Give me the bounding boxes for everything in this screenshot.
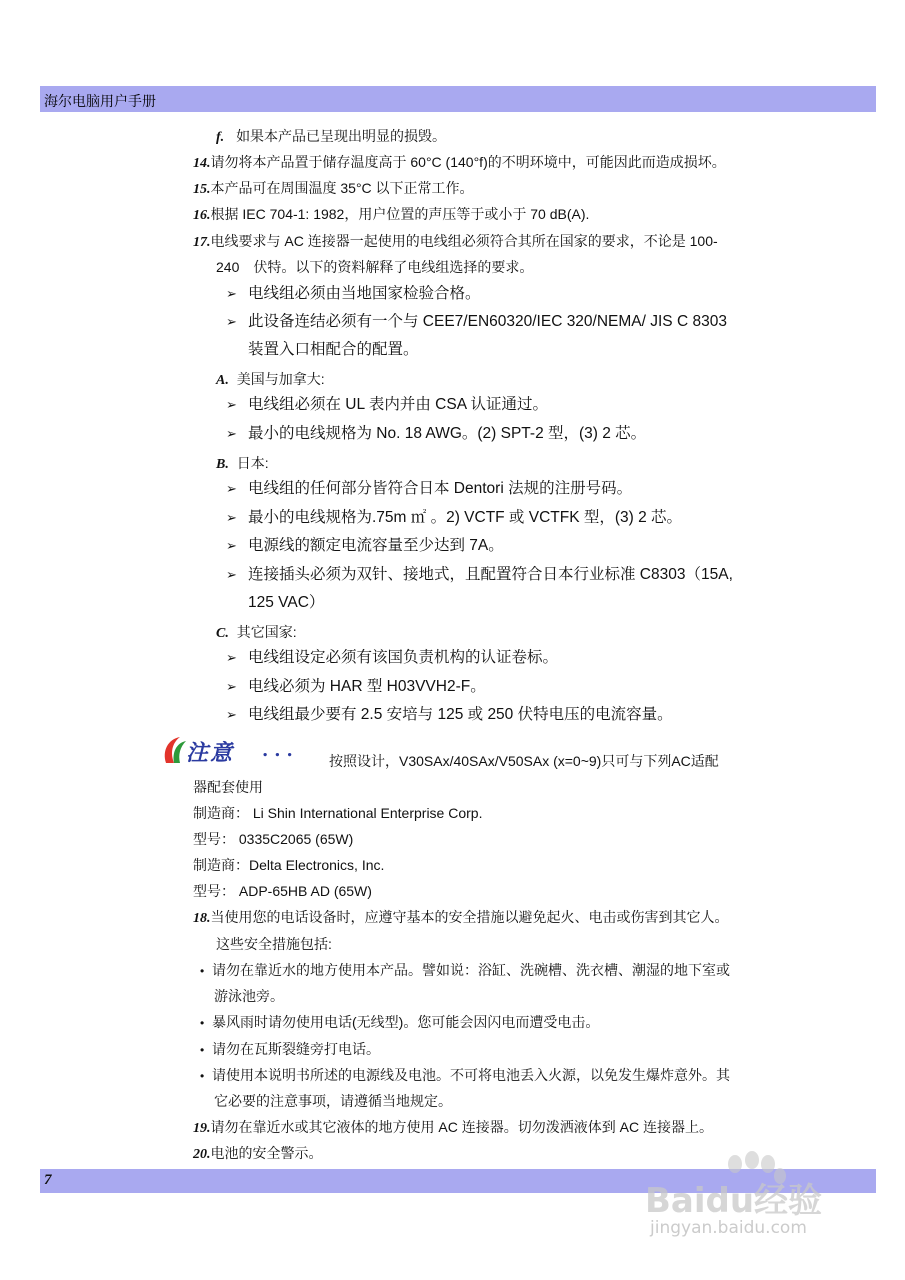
arrow-bullet-icon: ➢: [226, 314, 237, 329]
section-c-title-text: 其它国家:: [236, 624, 297, 640]
item-17-text-line1: 电线要求与 AC 连接器一起使用的电线组必须符合其所在国家的要求，不论是 100-: [210, 233, 718, 249]
bullet-text: 最小的电线规格为.75m ㎡ 。2) VCTF 或 VCTFK 型，(3) 2 芯。: [248, 509, 683, 526]
bullet-text: 此设备连结必须有一个与 CEE7/EN60320/IEC 320/NEMA/ JIS C 8303: [248, 313, 727, 330]
section-b-bullet-2: [226, 509, 682, 527]
item-16-num: 16.: [193, 208, 211, 223]
item-19-text: 请勿在靠近水或其它液体的地方使用 AC 连接器。切勿泼洒液体到 AC 连接器上。: [210, 1119, 713, 1135]
note-logo-text: 注意: [186, 740, 235, 766]
section-a-bullet-2: [226, 425, 646, 443]
item-19: [193, 1118, 713, 1138]
page-number: 7: [44, 1172, 52, 1188]
section-b-label: B.: [216, 457, 229, 472]
bullet-text: 暴风雨时请勿使用电话(无线型)。您可能会因闪电而遭受电击。: [212, 1014, 600, 1030]
bullet-text: 电线组必须在 UL 表内并由 CSA 认证通过。: [248, 396, 548, 413]
note-text-line2: 器配套使用: [193, 779, 263, 795]
item-15-num: 15.: [193, 182, 211, 197]
note-manufacturer-1: 制造商： Li Shin International Enterprise Corp.: [193, 805, 483, 821]
bullet-text: 装置入口相配合的配置。: [248, 341, 419, 358]
item-20-text: 电池的安全警示。: [210, 1145, 323, 1161]
arrow-bullet-icon: ➢: [226, 650, 237, 665]
item-18-bullet-4: [200, 1066, 730, 1085]
section-c-label: C.: [216, 626, 229, 641]
item-14: [193, 153, 726, 173]
bullet-text: 请勿在靠近水的地方使用本产品。譬如说：浴缸、洗碗槽、洗衣槽、潮湿的地下室或: [212, 962, 730, 978]
arrow-bullet-icon: ➢: [226, 707, 237, 722]
item-14-text: 请勿将本产品置于储存温度高于 60°C (140°f)的不明环境中，可能因此而造成损坏。: [210, 154, 726, 170]
section-b-bullet-1: [226, 480, 632, 498]
arrow-bullet-icon: ➢: [226, 426, 237, 441]
bullet-text: 电线组设定必须有该国负责机构的认证卷标。: [248, 649, 559, 666]
section-b-title-text: 日本:: [236, 455, 269, 471]
section-c-title: [216, 623, 297, 643]
item-f-text: 如果本产品已呈现出明显的损毁。: [236, 128, 447, 144]
arrow-bullet-icon: ➢: [226, 679, 237, 694]
item-19-num: 19.: [193, 1121, 211, 1136]
item-f: [216, 127, 446, 147]
watermark-url: jingyan.baidu.com: [650, 1218, 807, 1238]
arrow-bullet-icon: ➢: [226, 286, 237, 301]
item-18-bullet-1: [200, 961, 730, 980]
section-c-bullet-2: [226, 678, 486, 696]
arrow-bullet-icon: ➢: [226, 481, 237, 496]
note-model-2: 型号： ADP-65HB AD (65W): [193, 883, 372, 899]
section-c-bullet-1: [226, 649, 558, 667]
section-a-title-text: 美国与加拿大:: [236, 371, 325, 387]
item-17-bullet-2: [226, 313, 727, 331]
item-16: [193, 205, 589, 225]
dot-bullet-icon: •: [200, 1069, 205, 1083]
bullet-text: 电线组必须由当地国家检验合格。: [248, 285, 481, 302]
item-18-bullet-4-cont: 它必要的注意事项，请遵循当地规定。: [214, 1093, 452, 1109]
header-title: 海尔电脑用户手册: [44, 93, 156, 109]
dot-bullet-icon: •: [200, 1043, 205, 1057]
item-14-num: 14.: [193, 156, 211, 171]
bullet-text: 电线组最少要有 2.5 安培与 125 或 250 伏特电压的电流容量。: [248, 706, 673, 723]
arrow-bullet-icon: ➢: [226, 510, 237, 525]
item-15: [193, 179, 474, 199]
item-17-bullet-2-cont: [248, 341, 419, 359]
item-16-text: 根据 IEC 704-1: 1982，用户位置的声压等于或小于 70 dB(A).: [210, 206, 590, 222]
item-18-bullet-3: [200, 1040, 380, 1059]
watermark-brand: Baidu经验: [645, 1181, 823, 1221]
item-17-num: 17.: [193, 235, 211, 250]
dot-bullet-icon: •: [200, 964, 205, 978]
section-c-bullet-3: [226, 706, 673, 724]
item-18-text-line1: 当使用您的电话设备时，应遵守基本的安全措施以避免起火、电击或伤害到其它人。: [210, 909, 729, 925]
bullet-text: 125 VAC）: [248, 594, 325, 611]
item-18: [193, 908, 729, 928]
item-18-bullet-2: [200, 1013, 599, 1032]
bullet-text: 请使用本说明书所述的电源线及电池。不可将电池丢入火源，以免发生爆炸意外。其: [212, 1067, 730, 1083]
item-18-bullet-1-cont: 游泳池旁。: [214, 988, 284, 1004]
item-17-text-line2: 240 伏特。以下的资料解释了电线组选择的要求。: [216, 259, 534, 275]
note-manufacturer-2: 制造商：Delta Electronics, Inc.: [193, 857, 385, 873]
item-17-bullet-1: [226, 285, 481, 303]
bullet-text: 最小的电线规格为 No. 18 AWG。(2) SPT-2 型，(3) 2 芯。: [248, 425, 647, 442]
section-a-label: A.: [216, 373, 229, 388]
section-b-bullet-4: [226, 566, 733, 584]
bullet-text: 电线必须为 HAR 型 H03VVH2-F。: [248, 678, 486, 695]
bullet-text: 请勿在瓦斯裂缝旁打电话。: [212, 1041, 380, 1057]
item-f-label: f.: [216, 130, 225, 145]
section-b-bullet-4-cont: [248, 594, 324, 612]
section-a-title: [216, 370, 325, 390]
item-15-text: 本产品可在周围温度 35°C 以下正常工作。: [210, 180, 474, 196]
item-20: [193, 1144, 323, 1164]
note-text-line1: 按照设计，V30SAx/40SAx/V50SAx (x=0~9)只可与下列AC适配: [329, 753, 719, 769]
header-bar: [40, 86, 876, 112]
item-20-num: 20.: [193, 1147, 211, 1162]
item-17: [193, 232, 718, 252]
note-model-1: 型号： 0335C2065 (65W): [193, 831, 354, 847]
section-b-bullet-3: [226, 537, 504, 555]
note-logo-dots: ...: [262, 740, 299, 761]
bullet-text: 电线组的任何部分皆符合日本 Dentori 法规的注册号码。: [248, 480, 633, 497]
item-17-line2: [216, 258, 533, 276]
section-b-title: [216, 454, 269, 474]
dot-bullet-icon: •: [200, 1016, 205, 1030]
arrow-bullet-icon: ➢: [226, 567, 237, 582]
item-18-num: 18.: [193, 911, 211, 926]
bullet-text: 电源线的额定电流容量至少达到 7A。: [248, 537, 504, 554]
arrow-bullet-icon: ➢: [226, 397, 237, 412]
section-a-bullet-1: [226, 396, 548, 414]
bullet-text: 连接插头必须为双针、接地式，且配置符合日本行业标准 C8303（15A,: [248, 566, 733, 583]
item-18-line2: 这些安全措施包括:: [216, 936, 332, 952]
arrow-bullet-icon: ➢: [226, 538, 237, 553]
